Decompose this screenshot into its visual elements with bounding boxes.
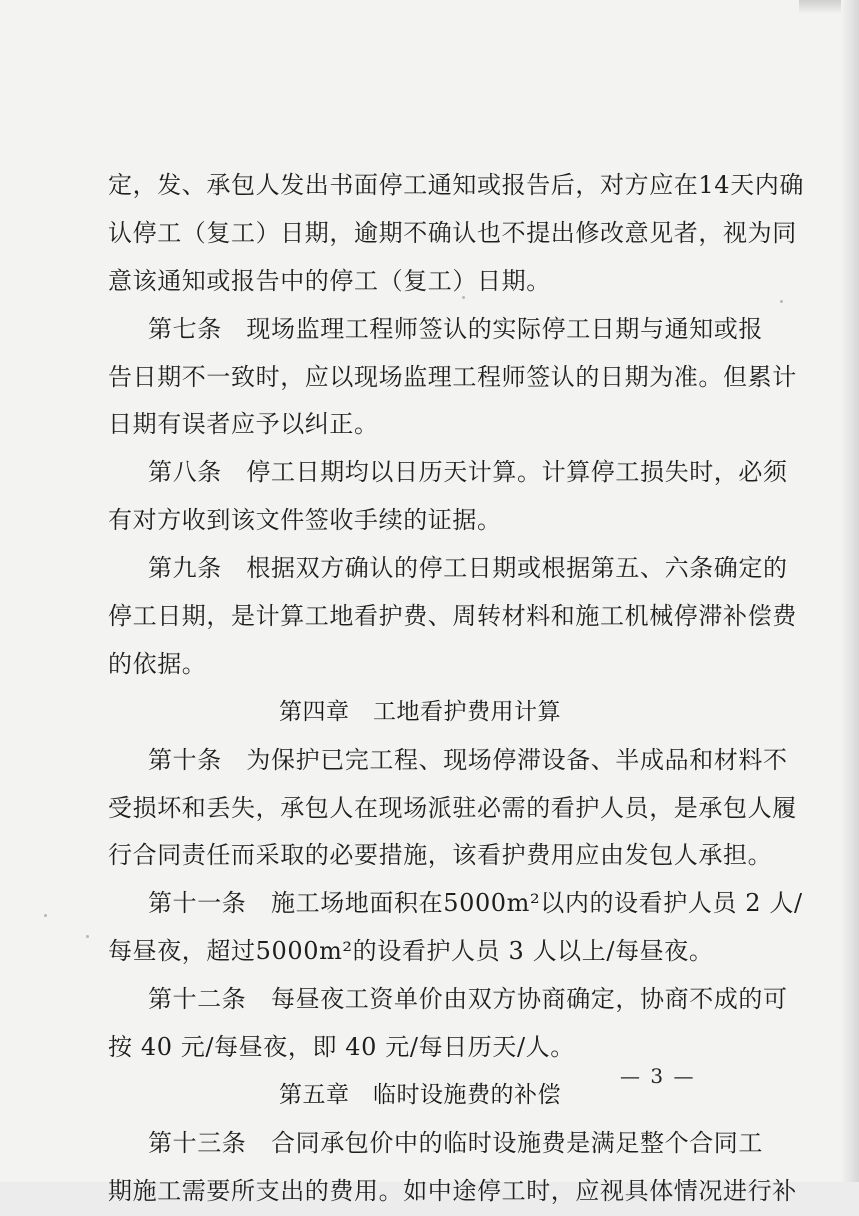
body-line: 第十条 为保护已完工程、现场停滞设备、半成品和材料不	[148, 745, 788, 774]
body-line: 第七条 现场监理工程师签认的实际停工日期与通知或报	[148, 314, 763, 343]
body-line: 认停工（复工）日期，逾期不确认也不提出修改意见者，视为同	[108, 218, 797, 247]
body-line: 期施工需要所支出的费用。如中途停工时，应视具体情况进行补	[108, 1176, 797, 1205]
body-line: 定，发、承包人发出书面停工通知或报告后，对方应在14天内确	[108, 171, 804, 199]
body-line: 受损坏和丢失，承包人在现场派驻必需的看护人员，是承包人履	[108, 793, 797, 822]
body-line: 日期有误者应予以纠正。	[108, 410, 379, 439]
body-line: 第十三条 合同承包价中的临时设施费是满足整个合同工	[148, 1128, 763, 1157]
body-line: 按 40 元/每昼夜，即 40 元/每日历天/人。	[108, 1033, 575, 1062]
body-line: 的依据。	[108, 649, 207, 678]
body-line: 每昼夜，超过5000m²的设看护人员 3 人以上/每昼夜。	[108, 937, 714, 966]
chapter-heading: 第四章 工地看护费用计算	[279, 698, 561, 725]
body-line: 意该通知或报告中的停工（复工）日期。	[108, 266, 551, 295]
body-line: 行合同责任而采取的必要措施，该看护费用应由发包人承担。	[108, 841, 773, 870]
scan-speck	[44, 914, 47, 917]
page-edge	[841, 0, 859, 1182]
chapter-heading: 第五章 临时设施费的补偿	[279, 1081, 561, 1108]
scan-speck	[86, 935, 89, 938]
body-line: 告日期不一致时，应以现场监理工程师签认的日期为准。但累计	[108, 362, 797, 391]
body-line: 停工日期，是计算工地看护费、周转材料和施工机械停滞补偿费	[108, 602, 797, 631]
page-number: — 3 —	[620, 1064, 696, 1088]
body-line: 第十一条 施工场地面积在5000m²以内的设看护人员 2 人/	[148, 889, 803, 918]
document-body	[108, 162, 804, 1216]
body-line: 第九条 根据双方确认的停工日期或根据第五、六条确定的	[148, 554, 788, 583]
body-line: 第八条 停工日期均以日历天计算。计算停工损失时，必须	[148, 458, 788, 487]
body-line: 有对方收到该文件签收手续的证据。	[108, 506, 502, 535]
scan-speck	[780, 300, 783, 303]
body-line: 第十二条 每昼夜工资单价由双方协商确定，协商不成的可	[148, 985, 788, 1014]
